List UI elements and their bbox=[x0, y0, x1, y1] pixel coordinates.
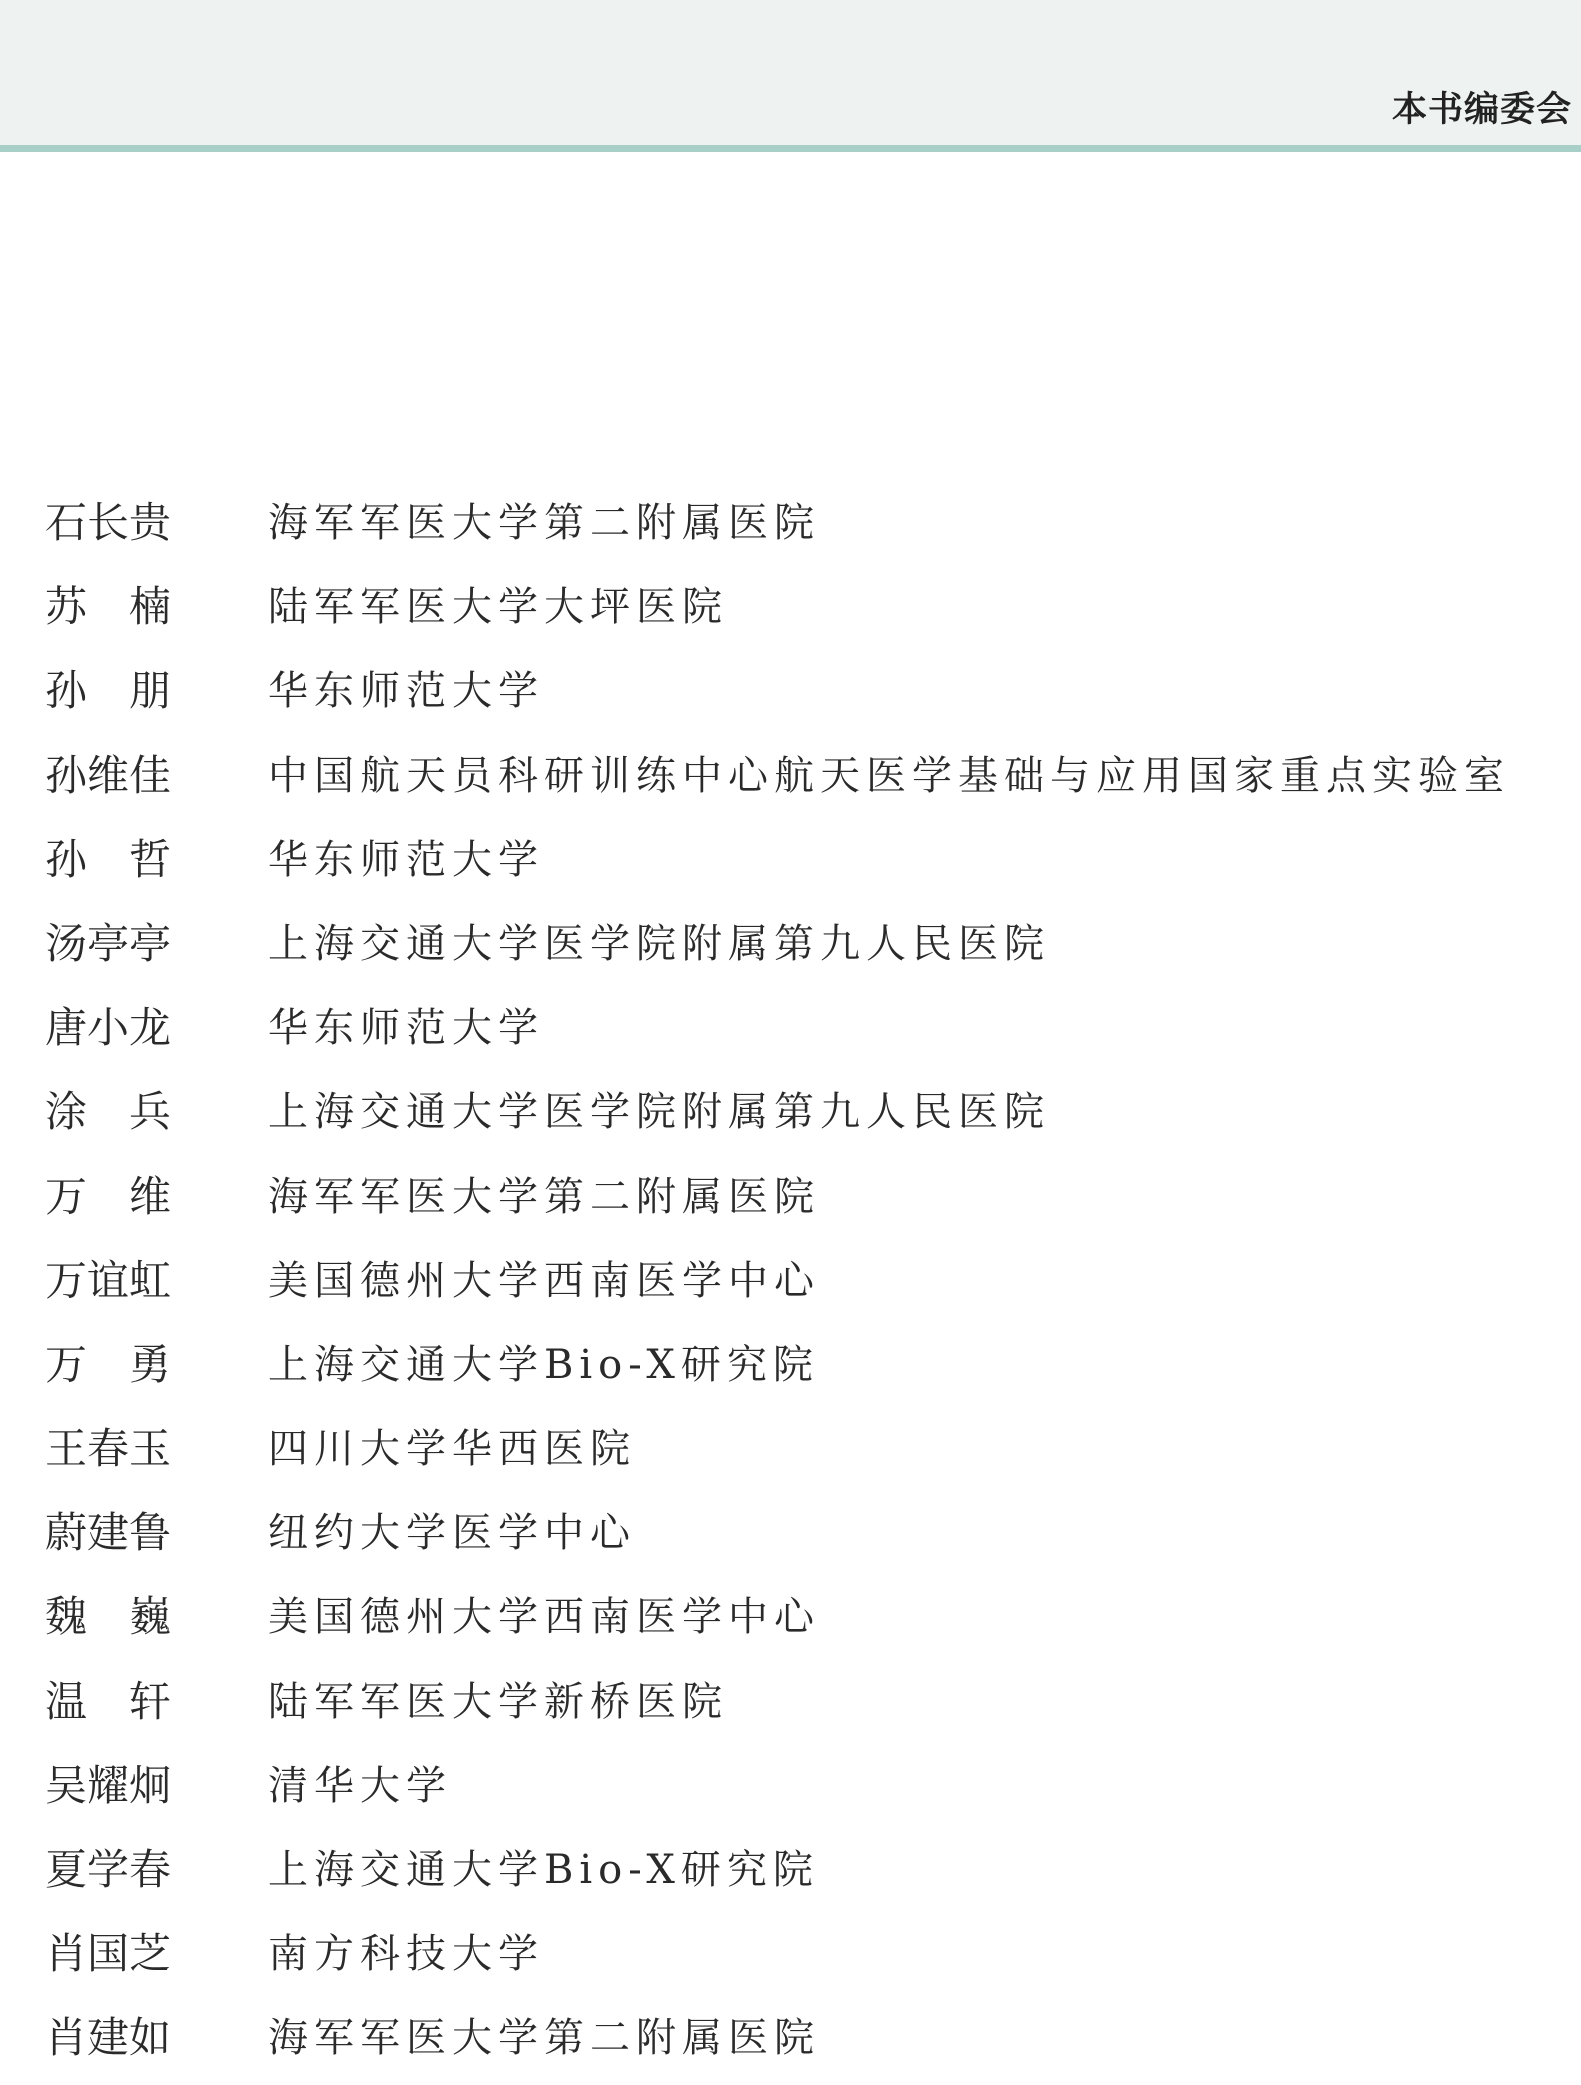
member-affiliation: 上海交通大学Bio-X研究院 bbox=[268, 1341, 819, 1388]
list-item bbox=[0, 822, 1581, 906]
member-affiliation: 华东师范大学 bbox=[268, 668, 544, 715]
member-name: 夏学春 bbox=[45, 1845, 172, 1894]
member-affiliation: 海军军医大学第二附属医院 bbox=[268, 500, 820, 546]
member-name: 肖建如 bbox=[45, 2013, 172, 2063]
header-divider bbox=[0, 145, 1581, 152]
running-header bbox=[0, 0, 1581, 145]
member-name: 万谊虹 bbox=[45, 1255, 172, 1305]
list-item bbox=[0, 1664, 1581, 1748]
running-header-title: 本书编委会 bbox=[1391, 89, 1572, 130]
list-item bbox=[0, 1159, 1581, 1243]
member-affiliation: 中国航天员科研训练中心航天医学基础与应用国家重点实验室 bbox=[268, 752, 1510, 799]
member-affiliation: 海军军医大学第二附属医院 bbox=[268, 2015, 820, 2062]
list-item bbox=[0, 485, 1581, 569]
member-name: 汤亭亭 bbox=[45, 918, 172, 968]
member-affiliation: 海军军医大学第二附属医院 bbox=[268, 1173, 820, 1220]
member-affiliation: 华东师范大学 bbox=[268, 1005, 544, 1052]
member-name: 万 勇 bbox=[45, 1339, 172, 1389]
member-affiliation: 美国德州大学西南医学中心 bbox=[268, 1257, 820, 1304]
list-item bbox=[0, 653, 1581, 737]
member-name: 温 轩 bbox=[45, 1676, 172, 1726]
member-affiliation: 南方科技大学 bbox=[268, 1931, 544, 1978]
member-affiliation: 上海交通大学医学院附属第九人民医院 bbox=[268, 1089, 1050, 1136]
member-name: 唐小龙 bbox=[45, 1003, 172, 1053]
member-affiliation: 四川大学华西医院 bbox=[268, 1426, 636, 1473]
member-name: 涂 兵 bbox=[45, 1087, 172, 1137]
list-item bbox=[0, 1243, 1581, 1327]
member-affiliation: 陆军军医大学新桥医院 bbox=[268, 1678, 728, 1725]
member-affiliation: 陆军军医大学大坪医院 bbox=[268, 584, 728, 631]
member-name: 魏 巍 bbox=[45, 1592, 172, 1642]
list-item bbox=[0, 1748, 1581, 1832]
member-affiliation: 纽约大学医学中心 bbox=[268, 1510, 636, 1557]
member-name: 王春玉 bbox=[45, 1424, 172, 1474]
member-name: 孙 哲 bbox=[45, 834, 172, 884]
list-item bbox=[0, 2000, 1581, 2084]
list-item bbox=[0, 990, 1581, 1074]
member-name: 肖国芝 bbox=[45, 1929, 172, 1979]
member-name: 苏 楠 bbox=[45, 582, 172, 632]
member-name: 万 维 bbox=[45, 1171, 172, 1221]
member-affiliation: 上海交通大学Bio-X研究院 bbox=[268, 1847, 819, 1893]
member-name: 孙 朋 bbox=[45, 666, 172, 716]
member-affiliation: 清华大学 bbox=[268, 1762, 452, 1809]
list-item bbox=[0, 1074, 1581, 1158]
list-item bbox=[0, 1916, 1581, 2000]
member-affiliation: 华东师范大学 bbox=[268, 836, 544, 883]
member-name: 吴耀炯 bbox=[45, 1760, 172, 1810]
member-affiliation: 上海交通大学医学院附属第九人民医院 bbox=[268, 920, 1050, 967]
list-item bbox=[0, 1832, 1581, 1916]
list-item bbox=[0, 738, 1581, 822]
member-affiliation: 美国德州大学西南医学中心 bbox=[268, 1594, 820, 1641]
list-item bbox=[0, 906, 1581, 990]
member-name: 蔚建鲁 bbox=[45, 1508, 172, 1558]
list-item bbox=[0, 1495, 1581, 1579]
list-item bbox=[0, 569, 1581, 653]
member-name: 石长贵 bbox=[45, 498, 172, 547]
editorial-board-list bbox=[0, 485, 1581, 2085]
member-name: 孙维佳 bbox=[45, 750, 172, 800]
list-item bbox=[0, 1579, 1581, 1663]
list-item bbox=[0, 1327, 1581, 1411]
list-item bbox=[0, 1411, 1581, 1495]
